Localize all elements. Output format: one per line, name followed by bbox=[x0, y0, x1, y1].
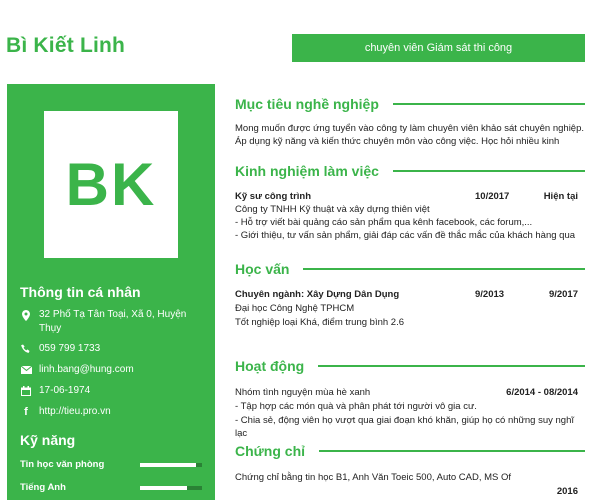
avatar bbox=[44, 111, 178, 258]
section-title: Chứng chỉ bbox=[235, 443, 306, 459]
activity-period: 6/2014 - 08/2014 bbox=[506, 387, 578, 398]
skill-label: Tiếng Anh bbox=[20, 482, 66, 493]
section-certificates-header bbox=[235, 441, 585, 461]
section-divider bbox=[393, 170, 585, 172]
contact-birthday bbox=[19, 384, 189, 398]
candidate-name: Bì Kiết Linh bbox=[6, 34, 126, 57]
map-pin-icon bbox=[19, 308, 33, 322]
certificate-year: 2016 bbox=[556, 486, 578, 497]
facebook-icon: f bbox=[24, 406, 28, 418]
activity-detail: - Chia sẻ, động viên họ vượt qua giai đoạn khó khăn, giúp họ có những suy nghĩ lạc bbox=[235, 415, 575, 439]
contact-phone bbox=[19, 342, 189, 356]
experience-end: Hiện tại bbox=[543, 191, 578, 202]
personal-info-title: Thông tin cá nhân bbox=[20, 284, 141, 300]
skill-bar-fill bbox=[140, 463, 196, 467]
activity-detail: - Tập hợp các món quà và phân phát tới người vô gia cư. bbox=[235, 401, 477, 412]
experience-detail: - Giới thiệu, tư vấn sản phẩm, giải đáp các vấn đề thắc mắc của khách hàng qua bbox=[235, 230, 576, 241]
calendar-icon bbox=[19, 384, 33, 398]
skill-label: Tin học văn phòng bbox=[20, 459, 105, 470]
activity-name: Nhóm tình nguyện mùa hè xanh bbox=[235, 387, 371, 398]
section-objective-header bbox=[235, 94, 585, 114]
contact-birthday-text: 17-06-1974 bbox=[39, 385, 91, 396]
section-title: Học vấn bbox=[235, 261, 290, 277]
skills-title: Kỹ năng bbox=[20, 432, 76, 448]
contact-phone-text: 059 799 1733 bbox=[39, 343, 101, 354]
section-title: Kinh nghiệm làm việc bbox=[235, 163, 379, 179]
section-divider bbox=[319, 450, 585, 452]
experience-role: Kỹ sư công trình bbox=[235, 191, 312, 202]
section-education-header bbox=[235, 259, 585, 279]
skill-item bbox=[20, 459, 202, 470]
section-activities-header bbox=[235, 356, 585, 376]
skill-bar-fill bbox=[140, 486, 187, 490]
education-school: Đại học Công Nghệ TPHCM bbox=[235, 303, 355, 314]
education-end: 9/2017 bbox=[548, 289, 578, 300]
education-major: Chuyên ngành: Xây Dựng Dân Dụng bbox=[235, 289, 400, 300]
avatar-initials: BK bbox=[65, 151, 157, 218]
section-experience-header bbox=[235, 161, 585, 181]
phone-icon bbox=[19, 342, 33, 356]
education-start: 9/2013 bbox=[475, 289, 505, 300]
objective-text: Mong muốn được ứng tuyển vào công ty làm chuyên viên khảo sát chuyên nghiệp. Áp dụng kỹ năng và kiến thức chuyên môn vào công việc. Học hỏi nhiều kinh bbox=[235, 123, 585, 147]
education-note: Tốt nghiệp loại Khá, điểm trung bình 2.6 bbox=[235, 317, 405, 328]
mail-icon bbox=[19, 363, 33, 377]
section-title: Mục tiêu nghề nghiệp bbox=[235, 96, 379, 112]
skill-bar bbox=[140, 486, 202, 490]
contact-address-text: 32 Phố Tạ Tân Toại, Xã 0, Huyện Thụy bbox=[39, 309, 187, 334]
job-title-banner bbox=[292, 34, 585, 62]
contact-email-text: linh.bang@hung.com bbox=[39, 364, 134, 375]
job-title: chuyên viên Giám sát thi công bbox=[364, 42, 513, 54]
section-divider bbox=[303, 268, 585, 270]
experience-start: 10/2017 bbox=[475, 191, 510, 202]
experience-company: Công ty TNHH Kỹ thuật và xây dựng thiên việt bbox=[235, 204, 430, 215]
contact-facebook-text: http://tieu.pro.vn bbox=[39, 406, 111, 417]
experience-detail: - Hỗ trợ viết bài quảng cáo sản phẩm qua kênh facebook, các forum,... bbox=[235, 217, 533, 228]
skill-item bbox=[20, 482, 202, 493]
sidebar bbox=[7, 84, 215, 500]
section-divider bbox=[393, 103, 585, 105]
skill-bar bbox=[140, 463, 202, 467]
contact-facebook bbox=[19, 405, 189, 419]
section-divider bbox=[318, 365, 585, 367]
contact-address bbox=[19, 308, 189, 336]
contact-email bbox=[19, 363, 189, 377]
section-title: Hoạt động bbox=[235, 358, 305, 374]
certificate-text: Chứng chỉ bằng tin học B1, Anh Văn Toeic 500, Auto CAD, MS Of bbox=[235, 472, 512, 483]
